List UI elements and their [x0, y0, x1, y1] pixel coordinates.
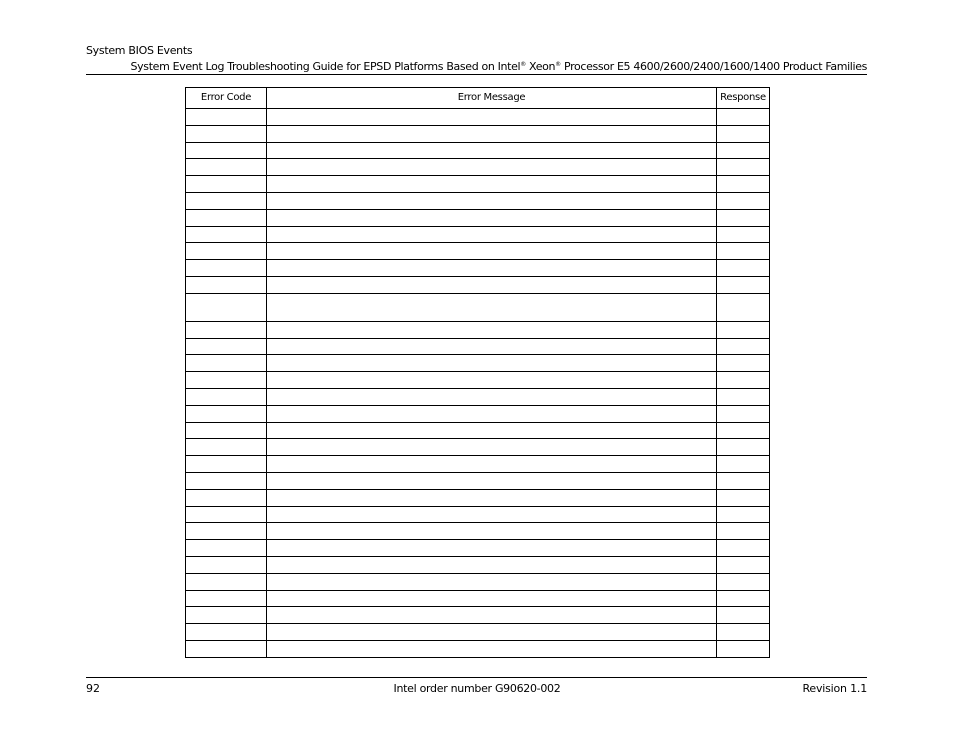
- cell-response: [717, 293, 770, 321]
- table-row: [186, 439, 770, 456]
- order-number: Intel order number G90620-002: [393, 682, 561, 695]
- cell-response: [717, 523, 770, 540]
- cell-error-code: [186, 355, 267, 372]
- cell-error-message: [267, 209, 717, 226]
- column-header-response: Response: [717, 88, 770, 109]
- cell-response: [717, 209, 770, 226]
- cell-error-code: [186, 590, 267, 607]
- cell-error-message: [267, 372, 717, 389]
- cell-response: [717, 556, 770, 573]
- cell-error-code: [186, 489, 267, 506]
- cell-error-code: [186, 142, 267, 159]
- cell-error-code: [186, 422, 267, 439]
- cell-response: [717, 456, 770, 473]
- cell-error-message: [267, 226, 717, 243]
- cell-response: [717, 372, 770, 389]
- cell-error-code: [186, 556, 267, 573]
- table-row: [186, 355, 770, 372]
- table-row: [186, 573, 770, 590]
- table-row: [186, 276, 770, 293]
- cell-response: [717, 506, 770, 523]
- table-row: [186, 372, 770, 389]
- table-row: [186, 540, 770, 557]
- cell-response: [717, 243, 770, 260]
- cell-response: [717, 355, 770, 372]
- table-row: [186, 556, 770, 573]
- cell-error-code: [186, 192, 267, 209]
- bios-events-table: [185, 87, 770, 658]
- header-divider: [86, 74, 867, 75]
- table-row: [186, 260, 770, 277]
- table-header-row: [186, 88, 770, 109]
- section-title: System BIOS Events: [86, 44, 193, 57]
- cell-error-code: [186, 293, 267, 321]
- cell-response: [717, 388, 770, 405]
- cell-error-code: [186, 226, 267, 243]
- cell-error-message: [267, 109, 717, 126]
- cell-error-code: [186, 209, 267, 226]
- table-row: [186, 142, 770, 159]
- document-title-part1: System Event Log Troubleshooting Guide for EPSD Platforms Based on Intel: [130, 60, 521, 73]
- cell-response: [717, 321, 770, 338]
- table-row: [186, 405, 770, 422]
- cell-error-message: [267, 159, 717, 176]
- table-row: [186, 209, 770, 226]
- cell-error-code: [186, 472, 267, 489]
- page-number: 92: [86, 682, 100, 695]
- table-row: [186, 192, 770, 209]
- registered-mark: ®: [555, 61, 561, 68]
- cell-error-message: [267, 260, 717, 277]
- cell-error-message: [267, 293, 717, 321]
- cell-response: [717, 540, 770, 557]
- cell-error-message: [267, 640, 717, 657]
- cell-response: [717, 109, 770, 126]
- table-row: [186, 506, 770, 523]
- cell-error-message: [267, 243, 717, 260]
- cell-error-code: [186, 321, 267, 338]
- cell-error-code: [186, 176, 267, 193]
- document-title: [131, 60, 867, 73]
- document-title-part2: Xeon: [525, 60, 556, 73]
- cell-response: [717, 640, 770, 657]
- cell-error-message: [267, 573, 717, 590]
- cell-error-code: [186, 439, 267, 456]
- table-row: [186, 590, 770, 607]
- cell-response: [717, 624, 770, 641]
- table-row: [186, 624, 770, 641]
- table-row: [186, 125, 770, 142]
- cell-response: [717, 226, 770, 243]
- cell-error-message: [267, 523, 717, 540]
- cell-response: [717, 192, 770, 209]
- cell-error-code: [186, 243, 267, 260]
- cell-response: [717, 472, 770, 489]
- cell-error-message: [267, 388, 717, 405]
- cell-error-message: [267, 439, 717, 456]
- cell-error-message: [267, 176, 717, 193]
- cell-error-code: [186, 607, 267, 624]
- cell-error-code: [186, 388, 267, 405]
- cell-error-code: [186, 624, 267, 641]
- cell-error-message: [267, 540, 717, 557]
- revision: Revision 1.1: [802, 682, 867, 695]
- table-row: [186, 226, 770, 243]
- cell-response: [717, 489, 770, 506]
- cell-response: [717, 276, 770, 293]
- cell-error-message: [267, 456, 717, 473]
- cell-response: [717, 338, 770, 355]
- cell-response: [717, 142, 770, 159]
- document-title-part3: Processor E5 4600/2600/2400/1600/1400 Product Families: [560, 60, 867, 73]
- cell-error-code: [186, 523, 267, 540]
- cell-error-message: [267, 321, 717, 338]
- table-row: [186, 293, 770, 321]
- cell-error-message: [267, 355, 717, 372]
- cell-error-message: [267, 142, 717, 159]
- table-row: [186, 176, 770, 193]
- table-row: [186, 109, 770, 126]
- cell-response: [717, 405, 770, 422]
- cell-error-code: [186, 260, 267, 277]
- cell-response: [717, 260, 770, 277]
- cell-error-message: [267, 607, 717, 624]
- cell-error-message: [267, 422, 717, 439]
- footer-divider: [86, 677, 867, 678]
- cell-error-code: [186, 506, 267, 523]
- cell-error-message: [267, 624, 717, 641]
- table-row: [186, 523, 770, 540]
- cell-error-code: [186, 372, 267, 389]
- registered-mark: ®: [520, 61, 526, 68]
- cell-error-message: [267, 338, 717, 355]
- cell-error-message: [267, 489, 717, 506]
- table-row: [186, 456, 770, 473]
- cell-error-code: [186, 573, 267, 590]
- cell-response: [717, 590, 770, 607]
- cell-error-message: [267, 506, 717, 523]
- cell-error-message: [267, 405, 717, 422]
- cell-error-message: [267, 276, 717, 293]
- cell-error-code: [186, 276, 267, 293]
- cell-error-message: [267, 125, 717, 142]
- cell-error-code: [186, 640, 267, 657]
- cell-response: [717, 573, 770, 590]
- table-row: [186, 159, 770, 176]
- table-row: [186, 388, 770, 405]
- cell-error-code: [186, 109, 267, 126]
- cell-error-code: [186, 338, 267, 355]
- table-row: [186, 489, 770, 506]
- table-row: [186, 338, 770, 355]
- table-row: [186, 321, 770, 338]
- cell-response: [717, 422, 770, 439]
- table-row: [186, 640, 770, 657]
- table-row: [186, 607, 770, 624]
- table-row: [186, 422, 770, 439]
- column-header-error-message: Error Message: [267, 88, 717, 109]
- cell-response: [717, 439, 770, 456]
- cell-error-message: [267, 472, 717, 489]
- cell-error-code: [186, 405, 267, 422]
- cell-error-code: [186, 456, 267, 473]
- cell-error-message: [267, 556, 717, 573]
- cell-response: [717, 176, 770, 193]
- cell-error-code: [186, 159, 267, 176]
- cell-error-message: [267, 192, 717, 209]
- cell-error-code: [186, 125, 267, 142]
- column-header-error-code: Error Code: [186, 88, 267, 109]
- table-body: [186, 109, 770, 658]
- table-row: [186, 472, 770, 489]
- table-row: [186, 243, 770, 260]
- cell-error-code: [186, 540, 267, 557]
- cell-response: [717, 125, 770, 142]
- cell-response: [717, 159, 770, 176]
- cell-response: [717, 607, 770, 624]
- cell-error-message: [267, 590, 717, 607]
